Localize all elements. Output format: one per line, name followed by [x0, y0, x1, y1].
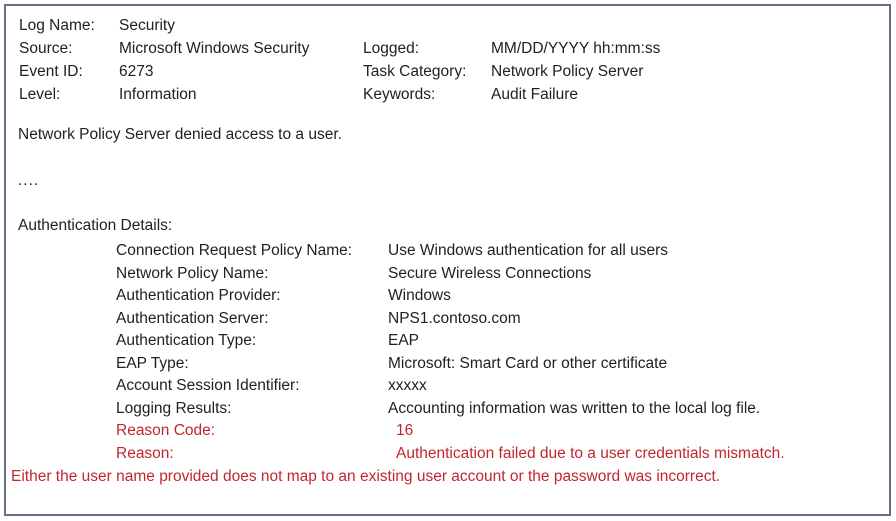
detail-value: Use Windows authentication for all users [388, 242, 668, 259]
detail-value: NPS1.contoso.com [388, 309, 521, 327]
detail-row-authentication-provider [6, 285, 889, 308]
field-value-event-id: 6273 [119, 63, 154, 80]
detail-value: 16 [396, 422, 414, 439]
header-row [6, 37, 889, 60]
detail-label: Authentication Server: [116, 309, 269, 327]
field-value-log-name: Security [119, 17, 175, 34]
header-row [6, 60, 889, 83]
detail-row-logging-results [6, 398, 889, 421]
detail-value: Windows [388, 287, 451, 304]
detail-value: Microsoft: Smart Card or other certificate [388, 354, 668, 372]
detail-row-network-policy-name [6, 263, 889, 286]
authentication-details-list [6, 240, 889, 465]
ellipsis-text: .... [18, 172, 40, 189]
detail-label: Authentication Type: [116, 332, 257, 349]
event-summary: Network Policy Server denied access to a user. [18, 126, 342, 143]
detail-label: Account Session Identifier: [116, 377, 300, 394]
detail-label: Logging Results: [116, 399, 232, 417]
field-value-logged: MM/DD/YYYY hh:mm:ss [491, 40, 661, 57]
detail-label: Reason Code: [116, 422, 216, 439]
field-value-level: Information [119, 86, 197, 103]
field-label-logged: Logged: [363, 40, 420, 57]
section-title-authentication-details: Authentication Details: [18, 217, 173, 234]
field-value-blank [491, 14, 889, 37]
event-header [6, 14, 889, 106]
field-label-event-id: Event ID: [19, 63, 83, 80]
detail-label: Connection Request Policy Name: [116, 242, 353, 259]
field-label-level: Level: [19, 86, 61, 103]
reason-overflow-text: Either the user name provided does not map to an existing user account or the password was incorrect. [11, 468, 721, 485]
detail-label: Reason: [116, 444, 174, 462]
detail-label: Authentication Provider: [116, 287, 281, 304]
detail-row-authentication-server [6, 308, 889, 331]
header-row [6, 14, 889, 37]
detail-label: Network Policy Name: [116, 264, 269, 282]
detail-value: Authentication failed due to a user credentials mismatch. [396, 444, 785, 462]
detail-value: EAP [388, 332, 420, 349]
header-row [6, 83, 889, 106]
detail-row-eap-type [6, 353, 889, 376]
field-label-keywords: Keywords: [363, 86, 436, 103]
detail-row-reason [6, 443, 889, 466]
event-log-panel [4, 4, 891, 516]
detail-value: Accounting information was written to the local log file. [388, 399, 761, 417]
detail-row-reason-code [6, 420, 889, 443]
detail-value: Secure Wireless Connections [388, 264, 592, 282]
field-value-keywords: Audit Failure [491, 86, 579, 103]
detail-row-authentication-type [6, 330, 889, 353]
detail-row-connection-request-policy [6, 240, 889, 263]
detail-value: xxxxx [388, 377, 427, 394]
field-label-task-category: Task Category: [363, 63, 467, 80]
detail-row-account-session-identifier [6, 375, 889, 398]
field-label-blank [363, 14, 491, 37]
field-label-source: Source: [19, 40, 73, 57]
field-value-source: Microsoft Windows Security [119, 40, 310, 57]
detail-label: EAP Type: [116, 354, 189, 372]
field-value-task-category: Network Policy Server [491, 63, 644, 80]
field-label-log-name: Log Name: [19, 17, 95, 34]
